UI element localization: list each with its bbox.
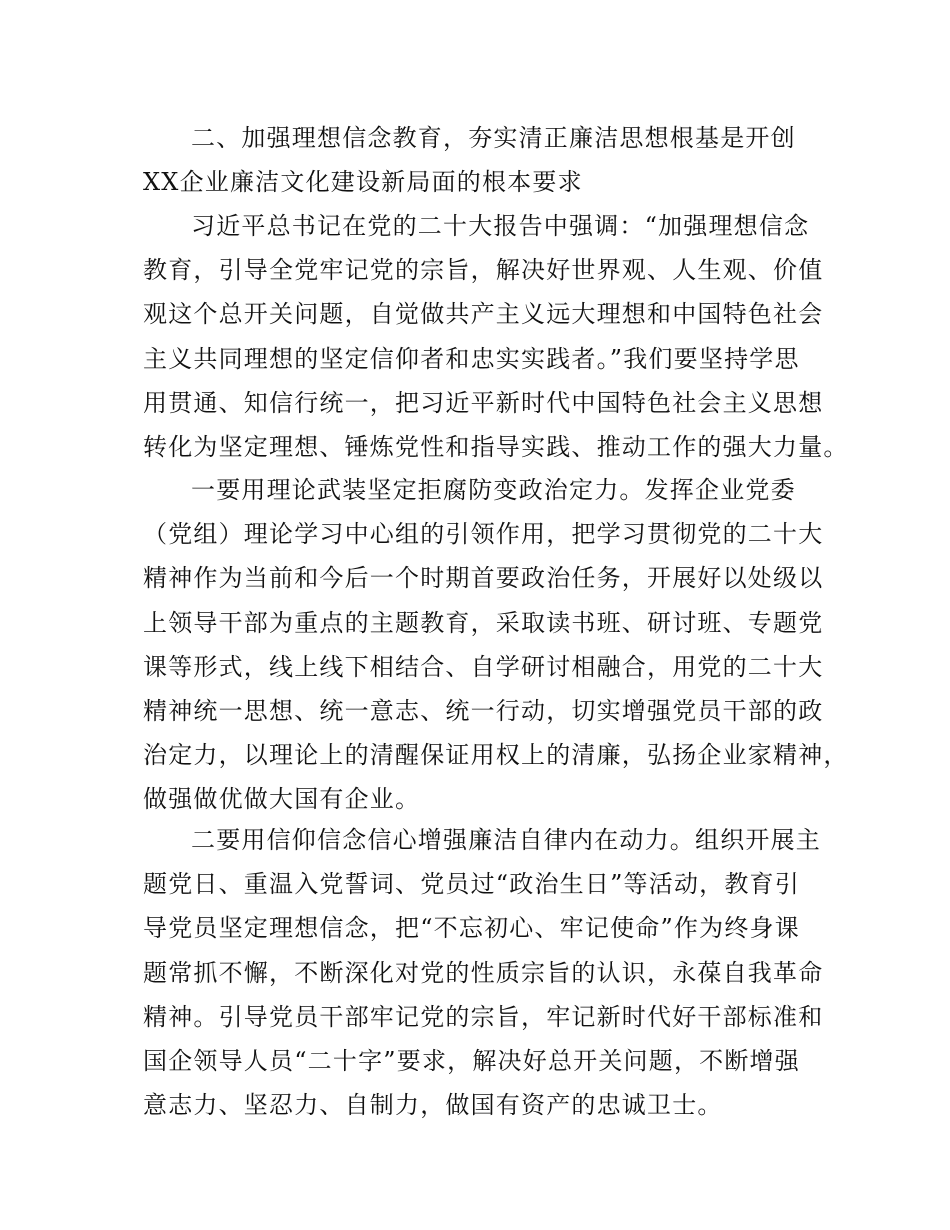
paragraph-line: （党组）理论学习中心组的引领作用，把学习贯彻党的二十大 bbox=[143, 520, 824, 549]
paragraph-intro bbox=[143, 204, 849, 469]
paragraph-line: 精神。引导党员干部牢记党的宗旨，牢记新时代好干部标准和 bbox=[143, 1002, 824, 1031]
section-heading bbox=[143, 116, 833, 204]
paragraph-line: 课等形式，线上线下相结合、自学研讨相融合，用党的二十大 bbox=[143, 652, 824, 681]
paragraph-line: 习近平总书记在党的二十大报告中强调：“加强理想信念 bbox=[191, 212, 810, 240]
paragraph-line: 观这个总开关问题，自觉做共产主义远大理想和中国特色社会 bbox=[143, 300, 824, 329]
paragraph-line: 国企领导人员“二十字”要求，解决好总开关问题，不断增强 bbox=[143, 1046, 800, 1075]
paragraph-line: 治定力，以理论上的清醒保证用权上的清廉，弘扬企业家精神， bbox=[143, 741, 849, 770]
paragraph-line: 做强做优做大国有企业。 bbox=[143, 785, 421, 814]
paragraph-line: 意志力、坚忍力、自制力，做国有资产的忠诚卫士。 bbox=[143, 1091, 723, 1120]
paragraph-line: 转化为坚定理想、锤炼党性和指导实践、推动工作的强大力量。 bbox=[143, 432, 849, 461]
paragraph-line: 二要用信仰信念信心增强廉洁自律内在动力。组织开展主 bbox=[191, 826, 821, 854]
paragraph-line: 精神统一思想、统一意志、统一行动，切实增强党员干部的政 bbox=[143, 696, 824, 725]
paragraph-belief bbox=[143, 818, 833, 1127]
heading-line: XX企业廉洁文化建设新局面的根本要求 bbox=[143, 168, 583, 197]
heading-line: 二、加强理想信念教育，夯实清正廉洁思想根基是开创 bbox=[191, 124, 796, 152]
paragraph-line: 题常抓不懈，不断深化对党的性质宗旨的认识，永葆自我革命 bbox=[143, 958, 824, 987]
paragraph-line: 题党日、重温入党誓词、党员过“政治生日”等活动，教育引 bbox=[143, 870, 800, 899]
paragraph-line: 上领导干部为重点的主题教育，采取读书班、研讨班、专题党 bbox=[143, 608, 824, 637]
paragraph-line: 导党员坚定理想信念，把“不忘初心、牢记使命”作为终身课 bbox=[143, 914, 800, 943]
paragraph-line: 精神作为当前和今后一个时期首要政治任务，开展好以处级以 bbox=[143, 564, 824, 593]
paragraph-theory bbox=[143, 468, 849, 822]
paragraph-line: 一要用理论武装坚定拒腐防变政治定力。发挥企业党委 bbox=[191, 476, 796, 504]
paragraph-line: 主义共同理想的坚定信仰者和忠实实践者。”我们要坚持学思 bbox=[143, 344, 800, 373]
paragraph-line: 用贯通、知信行统一，把习近平新时代中国特色社会主义思想 bbox=[143, 388, 824, 417]
paragraph-line: 教育，引导全党牢记党的宗旨，解决好世界观、人生观、价值 bbox=[143, 256, 824, 285]
